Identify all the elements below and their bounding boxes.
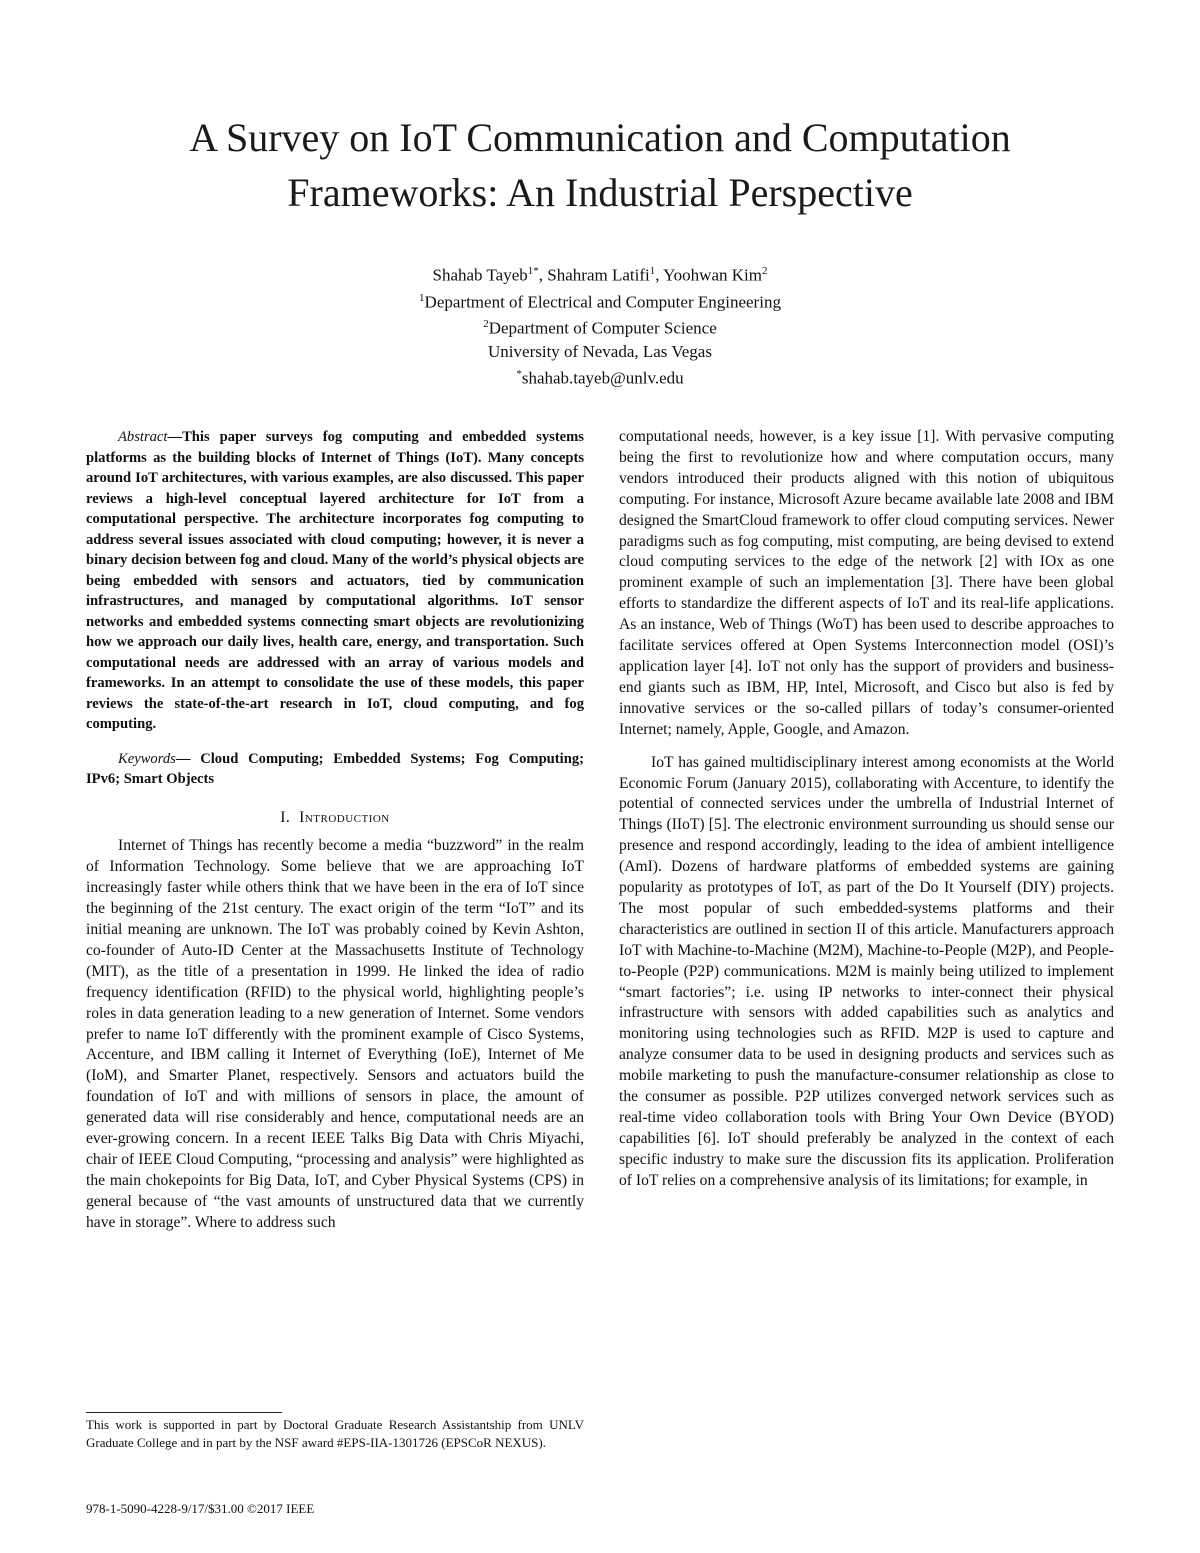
affiliation-1-text: Department of Electrical and Computer Engineering — [424, 292, 781, 312]
author-1-sup: 1* — [527, 265, 539, 277]
affiliation-1-sup: 1 — [419, 291, 425, 304]
footnote: This work is supported in part by Doctoral Graduate Research Assistantship from UNLV Graduate College and in part by the NSF award #EPS-IIA-1301726 (EPSCoR NEXUS). — [86, 1417, 584, 1450]
affiliation-2-text: Department of Computer Science — [488, 318, 717, 338]
keywords — [86, 749, 584, 790]
email-text: shahab.tayeb@unlv.edu — [521, 368, 684, 388]
paper-title-line-2: Frameworks: An Industrial Perspective — [287, 170, 913, 215]
affiliation-1 — [0, 287, 1200, 314]
intro-paragraph-1-continued: computational needs, however, is a key issue [1]. With pervasive computing being the first to revolutionize how and where computation occurs, many vendors introduced their products aligned with this notion of ubiquitous computing. For instance, Microsoft Azure became available late 2008 and IBM designed the SmartCloud framework to offer cloud computing services. Newer paradigms such as fog computing, mist computing, are being devised to extend cloud computing services to the edge of the network [2] with IOx as one prominent example of such an implementation [3]. There have been global efforts to standardize the different aspects of IoT and its real-life applications. As an instance, Web of Things (WoT) has been used to describe approaches to facilitate services offered at Open Systems Interconnection model (OSI)’s application layer [4]. IoT not only has the support of providers and business-end giants such as IBM, HP, Intel, Microsoft, and Cisco but also is fed by innovative services or the so-called pillars of today’s consumer-oriented Internet; namely, Apple, Google, and Amazon. — [619, 428, 1114, 738]
paper-title — [0, 110, 1200, 220]
author-2-sup: 1 — [649, 265, 656, 277]
email-sup: * — [516, 367, 522, 380]
author-block — [0, 260, 1200, 390]
abstract-body: —This paper surveys fog computing and embedded systems platforms as the building blocks of Internet of Things (IoT). Many concepts around IoT architectures, with various examples, are also discussed. This paper reviews a high-level conceptual layered architecture for IoT from a computational perspective. The architecture incorporates fog computing to address several issues associated with cloud computing; however, it is never a binary decision between fog and cloud. Many of the world’s physical objects are being embedded with sensors and actuators, tied by communication infrastructures, and managed by computational algorithms. IoT sensor networks and embedded systems connecting smart objects are revolutionizing how we approach our daily lives, health care, energy, and transportation. Such computational needs are addressed with an array of various models and frameworks. In an attempt to consolidate the use of these models, this paper reviews the state-of-the-art research in IoT, cloud computing, and fog computing. — [86, 429, 584, 732]
author-line — [0, 260, 1200, 287]
affiliation-2 — [0, 313, 1200, 340]
section-heading-introduction — [86, 808, 584, 829]
author-1: Shahab Tayeb — [432, 265, 528, 285]
section-number: I. — [280, 808, 291, 826]
section-title: Introduction — [299, 808, 390, 826]
left-column — [86, 427, 584, 1234]
copyright-line: 978-1-5090-4228-9/17/$31.00 ©2017 IEEE — [86, 1501, 315, 1516]
abstract-lead: Abstract — [118, 429, 168, 445]
author-2: , Shahram Latifi — [538, 265, 650, 285]
author-3: , Yoohwan Kim — [655, 265, 762, 285]
keywords-lead: Keywords — [118, 750, 176, 767]
intro-paragraph-2: IoT has gained multidisciplinary interest among economists at the World Economic Forum (January 2015), collaborating with Accenture, to identify the potential of connected services under the umbrella of Industrial Internet of Things (IIoT) [5]. The electronic environment surrounding us should sense our presence and respond accordingly, leading to the idea of ambient intelligence (AmI). Dozens of hardware platforms of embedded systems are gaining popularity as prototypes of IoT, as part of the Do It Yourself (DIY) projects. The most popular of such embedded-systems platforms and their characteristics are outlined in section II of this article. Manufacturers approach IoT with Machine-to-Machine (M2M), Machine-to-People (M2P), and People-to-People (P2P) communications. M2M is mainly being utilized to implement “smart factories”; i.e. using IP networks to inter-connect their physical infrastructure with sensors with added capabilities such as analytics and monitoring using technologies such as RFID. M2P is used to capture and analyze consumer data to be used in designing products and services such as mobile marketing to push the manufacture-consumer relationship as close to the consumer as possible. P2P utilizes converged network services such as real-time video collaboration tools with Bring Your Own Device (BYOD) capabilities [6]. IoT should preferably be analyzed in the context of each specific industry to make sure the discussion fits its application. Proliferation of IoT relies on a comprehensive analysis of its limitations; for example, in — [619, 753, 1114, 1189]
footnote-divider — [86, 1412, 282, 1413]
affiliation-3: University of Nevada, Las Vegas — [488, 341, 712, 361]
author-email — [0, 363, 1200, 390]
right-column — [619, 427, 1114, 1192]
affiliation-2-sup: 2 — [483, 318, 489, 331]
keywords-body: — Cloud Computing; Embedded Systems; Fog Computing; IPv6; Smart Objects — [86, 750, 584, 787]
abstract — [86, 427, 584, 735]
paper-title-line-1: A Survey on IoT Communication and Computation — [189, 115, 1011, 160]
intro-paragraph-1: Internet of Things has recently become a media “buzzword” in the realm of Information Technology. Some believe that we are approaching IoT increasingly faster while others think that we have been in the era of IoT since the beginning of the 21st century. The exact origin of the term “IoT” and its initial meaning are unknown. The IoT was probably coined by Kevin Ashton, co-founder of Auto-ID Center at the Massachusetts Institute of Technology (MIT), as the title of a presentation in 1999. He linked the idea of radio frequency identification (RFID) to the physical world, highlighting people’s roles in data generation leading to a new generation of Internet. Some vendors prefer to name IoT differently with the prominent example of Cisco Systems, Accenture, and IBM calling it Internet of Everything (IoE), Internet of Me (IoM), and Smarter Planet, respectively. Sensors and actuators build the foundation of IoT and with millions of sensors in place, the amount of generated data will rise considerably and hence, computational needs are an ever-growing concern. In a recent IEEE Talks Big Data with Chris Miyachi, chair of IEEE Cloud Computing, “processing and analysis” were highlighted as the main chokepoints for Big Data, IoT, and Cyber Physical Systems (CPS) in general because of “the vast amounts of unstructured data that we currently have in storage”. Where to address such — [86, 837, 584, 1231]
author-3-sup: 2 — [761, 265, 768, 277]
